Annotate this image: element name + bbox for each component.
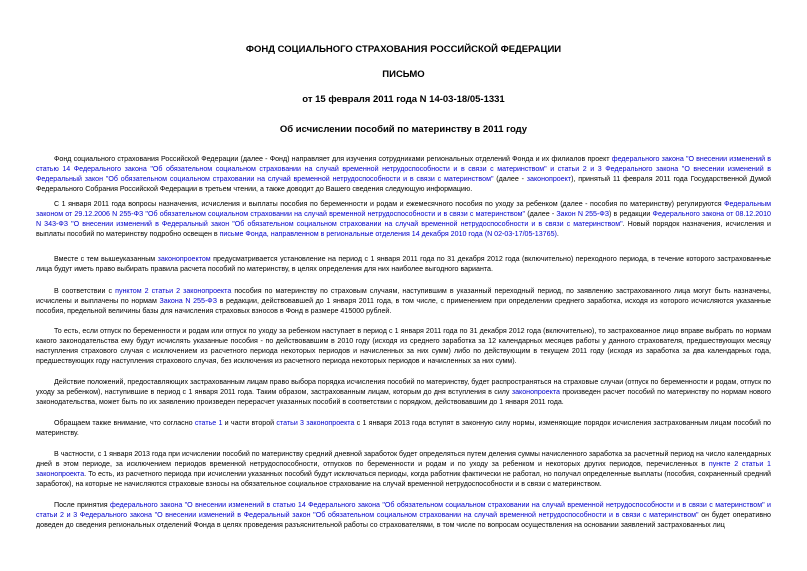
paragraph xyxy=(36,418,771,438)
paragraph-text: в редакции, действовавшей до 1 января 2011 года, в том числе, с применением при определении среднего заработка, исходя из которого исчисляются указанные пособия, предельной величины базы для начисления страховых взносов в Фонд в размере 415000 рублей. xyxy=(36,297,771,315)
paragraph-text: После принятия xyxy=(54,501,111,509)
doc-subject: Об исчислении пособий по материнству в 2011 году xyxy=(279,124,528,135)
document-link[interactable]: федерального закона "О внесении изменений в статью 14 Федерального закона "Об обязательном социальном страховании на случай временной нетрудоспособности и в связи с материнством" и статьи 2 и 3 Федерального закона "О внесении изменений в Федеральный закон "Об обязательном социальном страховании на случай временной нетрудоспособности и в связи с материнством" xyxy=(36,501,771,519)
paragraph xyxy=(36,286,771,316)
org-title: ФОНД СОЦИАЛЬНОГО СТРАХОВАНИЯ РОССИЙСКОЙ ФЕДЕРАЦИИ xyxy=(245,44,562,55)
document-link[interactable]: статье 1 xyxy=(194,419,223,427)
paragraph-text: с 1 января 2013 года вступят в законную силу нормы, изменяющие порядок исчисления застрахованным лицам пособий по материнству. xyxy=(36,419,771,437)
paragraph-text: Вместе с тем вышеуказанным xyxy=(54,255,158,263)
document-link[interactable]: пункте 2 статьи 1 законопроекта xyxy=(36,460,771,478)
paragraph-text: Действие положений, предоставляющих застрахованным лицам право выбора порядка исчисления пособий по материнству, будет распространяться на страховые случаи (отпуск по беременности и родам, отпуск по уходу за ребенком), наступившие в период с 1 января 2011 года. Таким образом, застрахованным лицам, которым до дня вступления в силу xyxy=(36,378,771,396)
document-link[interactable]: письме Фонда, направленном в региональные отделения 14 декабря 2010 года (N 02-03-17/05-13765) xyxy=(219,230,557,238)
document-link[interactable]: Закона N 255-ФЗ xyxy=(159,297,217,305)
paragraph-text: (далее - xyxy=(493,175,527,183)
document-link[interactable]: законопроект xyxy=(526,175,572,183)
paragraph-text: и части второй xyxy=(222,419,277,427)
paragraph-text: (далее - xyxy=(525,210,557,218)
paragraph-text: . Новый порядок назначения, исчисления и выплаты пособий по материнству подробно освещен в xyxy=(36,220,771,238)
paragraph-text: В частности, с 1 января 2013 года при исчислении пособий по материнству средний дневной заработок будет определяться путем деления суммы начисленного заработка за расчетный период на число календарных дней в этом периоде, за исключением периодов временной нетрудоспособности, отпусков по беременности и родам и по уходу за ребенком и некоторых других периодов, перечисленных в xyxy=(36,450,771,468)
paragraph xyxy=(36,449,771,489)
paragraph-text: произведен расчет пособий по материнству по нормам нового законодательства, может быть по их заявлению произведен перерасчет указанных пособий в соответствии с порядком, действовавшим до 1 января 2011 года. xyxy=(36,388,771,406)
document-link[interactable]: Федеральным законом от 29.12.2006 N 255-ФЗ "Об обязательном социальном страховании на случай временной нетрудоспособности и в связи с материнством" xyxy=(36,200,771,218)
paragraph-text: Фонд социального страхования Российской Федерации (далее - Фонд) направляет для изучения сотрудниками региональных отделений Фонда и их филиалов проект xyxy=(54,155,612,163)
paragraph-text: В соответствии с xyxy=(54,287,116,295)
document-link[interactable]: федерального закона "О внесении изменений в статью 14 Федерального закона "Об обязательном социальном страховании на случай временной нетрудоспособности и в связи с материнством" и статьи 2 и 3 Федерального закона "О внесении изменений в Федеральный закон "Об обязательном социальном страховании на случай временной нетрудоспособности и в связи с материнством" xyxy=(36,155,771,183)
paragraph-text: . xyxy=(556,230,559,238)
paragraph-text: . То есть, из расчетного периода при исчислении указанных пособий будут исключаться периоды, когда работник фактически не работал, но получал определенные выплаты (пособия, сохраненный средний заработок), на которые не начисляются страховые взносы на обязательное социальное страхование на случай временной нетрудоспособности и в связи с материнством. xyxy=(36,470,771,488)
paragraph xyxy=(36,254,771,274)
paragraph-text: ) в редакции xyxy=(609,210,653,218)
paragraph-text: он будет оперативно доведен до сведения региональных отделений Фонда в целях проведения разъяснительной работы со страхователями, в том числе по вопросам осуществления на основании заявлений застрахованных лиц xyxy=(36,511,772,529)
document-link[interactable]: Закон N 255-ФЗ xyxy=(556,210,609,218)
paragraph xyxy=(36,377,771,407)
paragraph-text: С 1 января 2011 года вопросы назначения, исчисления и выплаты пособия по беременности и родам и ежемесячного пособия по уходу за ребенком (далее - пособия по материнству) регулируются xyxy=(54,200,725,208)
document-link[interactable]: Федерального закона от 08.12.2010 N 343-ФЗ "О внесении изменений в Федеральный закон "Об обязательном социальном страховании на случай временной нетрудоспособности и в связи с материнством" xyxy=(36,210,772,228)
paragraph xyxy=(36,199,771,239)
paragraph-text: предусматривается установление на период с 1 января 2011 года по 31 декабря 2012 года (включительно) переходного периода, в течение которого застрахованные лица будут иметь право выбирать правила расчета пособий по материнству, в целях определения для них наиболее выгодного варианта. xyxy=(36,255,771,273)
paragraph xyxy=(36,326,771,366)
paragraph-text: Обращаем также внимание, что согласно xyxy=(54,419,195,427)
document-link[interactable]: пунктом 2 статьи 2 законопроекта xyxy=(115,287,232,295)
document-link[interactable]: статьи 3 законопроекта xyxy=(276,419,355,427)
paragraph-text: То есть, если отпуск по беременности и родам или отпуск по уходу за ребенком наступает в период с 1 января 2011 года по 31 декабря 2012 года (включительно), то застрахованное лицо вправе выбрать по нормам какого законодательства ему будут исчислять указанные пособия - по действовавшим в 2010 году (исходя из среднего заработка за 12 календарных месяцев работы у данного страхователя, предшествующих месяцу наступления страхового случая с исключением из расчетного периода некоторых периодов и начисленных за них сумм) либо по действующим в текущем 2011 году (исходя из заработка за два календарных года, предшествующих году наступления страхового случая, без исключения из расчетного периода некоторых периодов и начисленных за них сумм). xyxy=(36,327,771,365)
paragraph xyxy=(36,154,771,194)
doc-type: ПИСЬМО xyxy=(382,69,425,80)
paragraph xyxy=(36,500,771,530)
doc-date-number: от 15 февраля 2011 года N 14-03-18/05-1331 xyxy=(302,94,505,105)
document-link[interactable]: законопроекта xyxy=(511,388,560,396)
document-link[interactable]: законопроектом xyxy=(157,255,211,263)
paragraph-text: пособия по материнству по страховым случаям, наступившим в указанный переходный период, по заявлению застрахованного лица могут быть назначены, исчислены и выплачены по нормам xyxy=(36,287,772,305)
paragraph-text: ), принятый 11 февраля 2011 года Государственной Думой Федерального Собрания Российской Федерации в третьем чтении, а также доводит до Вашего сведения следующую информацию. xyxy=(36,175,771,193)
